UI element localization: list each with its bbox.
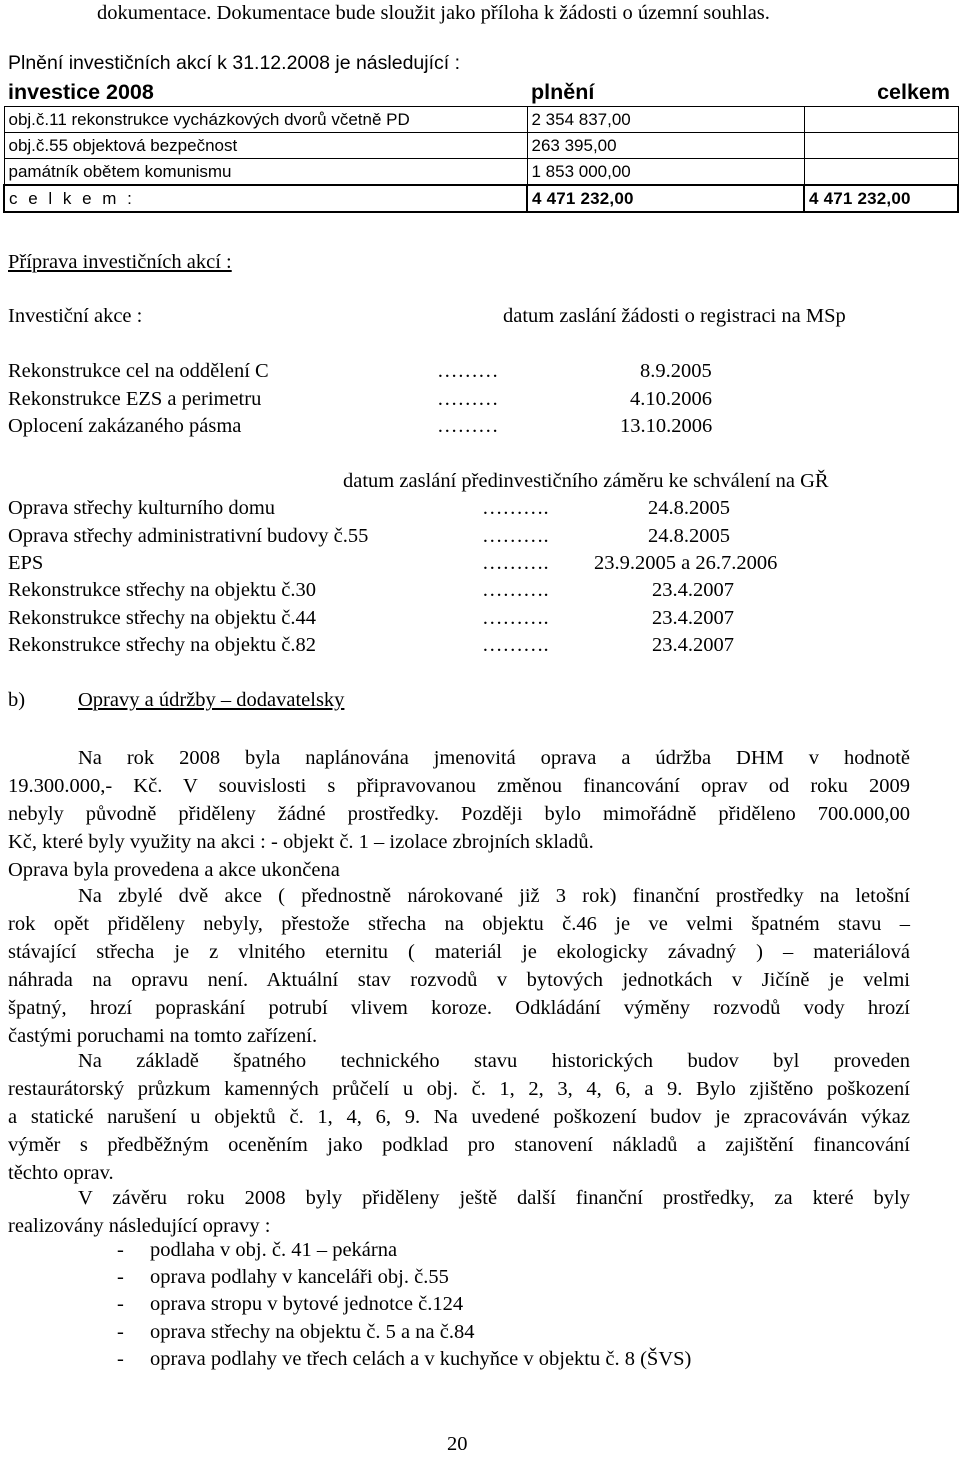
list-item-date: 4.10.2006 xyxy=(630,388,712,410)
list-item-date: 23.9.2005 a 26.7.2006 xyxy=(594,552,778,574)
bullet: - xyxy=(117,1266,124,1288)
row-name: památník obětem komunismu xyxy=(4,159,527,186)
p2-line: špatný, hrozí popraskání potrubí vlivem koroze. Odkládání výměny rozvodů vody hrozí xyxy=(8,997,910,1019)
row-total xyxy=(804,107,958,133)
section-b-letter: b) xyxy=(8,689,26,711)
list-item-dots: ………. xyxy=(482,525,549,547)
table-header-row xyxy=(4,78,958,107)
top-line: dokumentace. Dokumentace bude sloužit jako příloha k žádosti o územní souhlas. xyxy=(97,2,770,24)
row-value: 2 354 837,00 xyxy=(527,107,804,133)
list-item-name: EPS xyxy=(8,552,44,574)
list-item-dots: ………. xyxy=(482,552,549,574)
prep-heading: Příprava investičních akcí : xyxy=(8,251,232,273)
table-row xyxy=(4,107,958,133)
row-total xyxy=(804,159,958,186)
list-item-name: Rekonstrukce střechy na objektu č.44 xyxy=(8,607,316,629)
paragraph-4 xyxy=(8,1184,910,1240)
date-header-registration: datum zaslání žádosti o registraci na MSp xyxy=(503,305,846,327)
list-item-dots: ………. xyxy=(482,579,549,601)
list-item-date: 23.4.2007 xyxy=(652,579,734,601)
list-item-dots: ……… xyxy=(437,388,499,410)
p2-line: častými poruchami na tomto zařízení. xyxy=(8,1025,318,1047)
list-item-name: Rekonstrukce EZS a perimetru xyxy=(8,388,262,410)
list-item-dots: ………. xyxy=(482,607,549,629)
list-item-date: 13.10.2006 xyxy=(620,415,713,437)
header-investice: investice 2008 xyxy=(8,80,154,104)
page-number: 20 xyxy=(447,1433,468,1455)
list-item-date: 24.8.2005 xyxy=(648,525,730,547)
bullet: - xyxy=(117,1293,124,1315)
row-total xyxy=(804,133,958,159)
list-item: oprava střechy na objektu č. 5 a na č.84 xyxy=(150,1321,475,1343)
total-label: c e l k e m : xyxy=(9,188,135,208)
list-item-date: 24.8.2005 xyxy=(648,497,730,519)
list-item-dots: ………. xyxy=(482,497,549,519)
row-value: 263 395,00 xyxy=(527,133,804,159)
date-header-approval: datum zaslání předinvestičního záměru ke schválení na GŘ xyxy=(343,470,829,492)
list-item-name: Oprava střechy administrativní budovy č.55 xyxy=(8,525,369,547)
row-value: 1 853 000,00 xyxy=(527,159,804,186)
p3-line: Na základě špatného technického stavu historických budov byl proveden xyxy=(78,1050,910,1072)
list-item-name: Oplocení zakázaného pásma xyxy=(8,415,242,437)
list-item: oprava podlahy v kanceláři obj. č.55 xyxy=(150,1266,449,1288)
p3-line: těchto oprav. xyxy=(8,1162,114,1184)
investment-table xyxy=(3,78,959,213)
p2-line: rok opět přiděleny nebyly, přestože střecha na objektu č.46 je ve velmi špatném stavu – xyxy=(8,913,910,935)
inv-actions-label: Investiční akce : xyxy=(8,305,143,327)
p4-line: V závěru roku 2008 byly přiděleny ještě další finanční prostředky, za které byly xyxy=(78,1187,910,1209)
table-total-row xyxy=(4,185,958,212)
bullet: - xyxy=(117,1239,124,1261)
p3-line: restaurátorský průzkum kamenných průčelí u obj. č. 1, 2, 3, 4, 6, a 9. Bylo zjištěno poškození xyxy=(8,1078,910,1100)
list-item-name: Rekonstrukce cel na oddělení C xyxy=(8,360,269,382)
total-sum: 4 471 232,00 xyxy=(804,185,958,212)
total-value: 4 471 232,00 xyxy=(527,185,804,212)
p2-line: Na zbylé dvě akce ( přednostně nárokované již 3 rok) finanční prostředky na letošní xyxy=(78,885,910,907)
paragraph-3 xyxy=(8,1047,910,1187)
list-item: podlaha v obj. č. 41 – pekárna xyxy=(150,1239,398,1261)
list-item-dots: ……… xyxy=(437,415,499,437)
p3-line: a statické narušení u objektů č. 1, 4, 6, 9. Na uvedené poškození budov je zpracováván výkaz xyxy=(8,1106,910,1128)
p1-line: Kč, které byly využity na akci : - objekt č. 1 – izolace zbrojních skladů. xyxy=(8,831,594,853)
p1-line: Na rok 2008 byla naplánována jmenovitá oprava a údržba DHM v hodnotě xyxy=(78,747,910,769)
p2-line: stávající střecha je z vlnitého eternitu ( materiál je ekologicky závadný ) – materiálová xyxy=(8,941,910,963)
list-item: oprava stropu v bytové jednotce č.124 xyxy=(150,1293,464,1315)
section-b-title: Opravy a údržby – dodavatelsky xyxy=(78,689,345,711)
table-row xyxy=(4,133,958,159)
list-item-dots: ………. xyxy=(482,634,549,656)
header-plneni: plnění xyxy=(531,80,595,104)
list-item-date: 8.9.2005 xyxy=(640,360,712,382)
p1-line: Oprava byla provedena a akce ukončena xyxy=(8,859,340,881)
list-item-name: Rekonstrukce střechy na objektu č.30 xyxy=(8,579,316,601)
list-item: oprava podlahy ve třech celách a v kuchyňce v objektu č. 8 (ŠVS) xyxy=(150,1348,692,1370)
bullet: - xyxy=(117,1321,124,1343)
bullet: - xyxy=(117,1348,124,1370)
row-name: obj.č.11 rekonstrukce vycházkových dvorů včetně PD xyxy=(4,107,527,133)
list-item-date: 23.4.2007 xyxy=(652,607,734,629)
header-celkem: celkem xyxy=(877,80,950,104)
table-row xyxy=(4,159,958,186)
p4-line: realizovány následující opravy : xyxy=(8,1215,271,1237)
p3-line: výměr s předběžným oceněním jako podklad pro stanovení nákladů a zajištění financování xyxy=(8,1134,910,1156)
list-item-date: 23.4.2007 xyxy=(652,634,734,656)
row-name: obj.č.55 objektová bezpečnost xyxy=(4,133,527,159)
list-item-dots: ……… xyxy=(437,360,499,382)
list-item-name: Rekonstrukce střechy na objektu č.82 xyxy=(8,634,316,656)
paragraph-1 xyxy=(8,744,910,884)
p1-line: nebyly původně přiděleny žádné prostředky. Později bylo mimořádně přiděleno 700.000,00 xyxy=(8,803,910,825)
paragraph-2 xyxy=(8,882,910,1050)
p2-line: náhrada na opravu není. Aktuální stav rozvodů v bytových jednotkách v Jičíně je velmi xyxy=(8,969,910,991)
list-item-name: Oprava střechy kulturního domu xyxy=(8,497,276,519)
fulfillment-intro: Plnění investičních akcí k 31.12.2008 je následující : xyxy=(8,52,461,74)
p1-line: 19.300.000,- Kč. V souvislosti s připravovanou změnou financování oprav od roku 2009 xyxy=(8,775,910,797)
